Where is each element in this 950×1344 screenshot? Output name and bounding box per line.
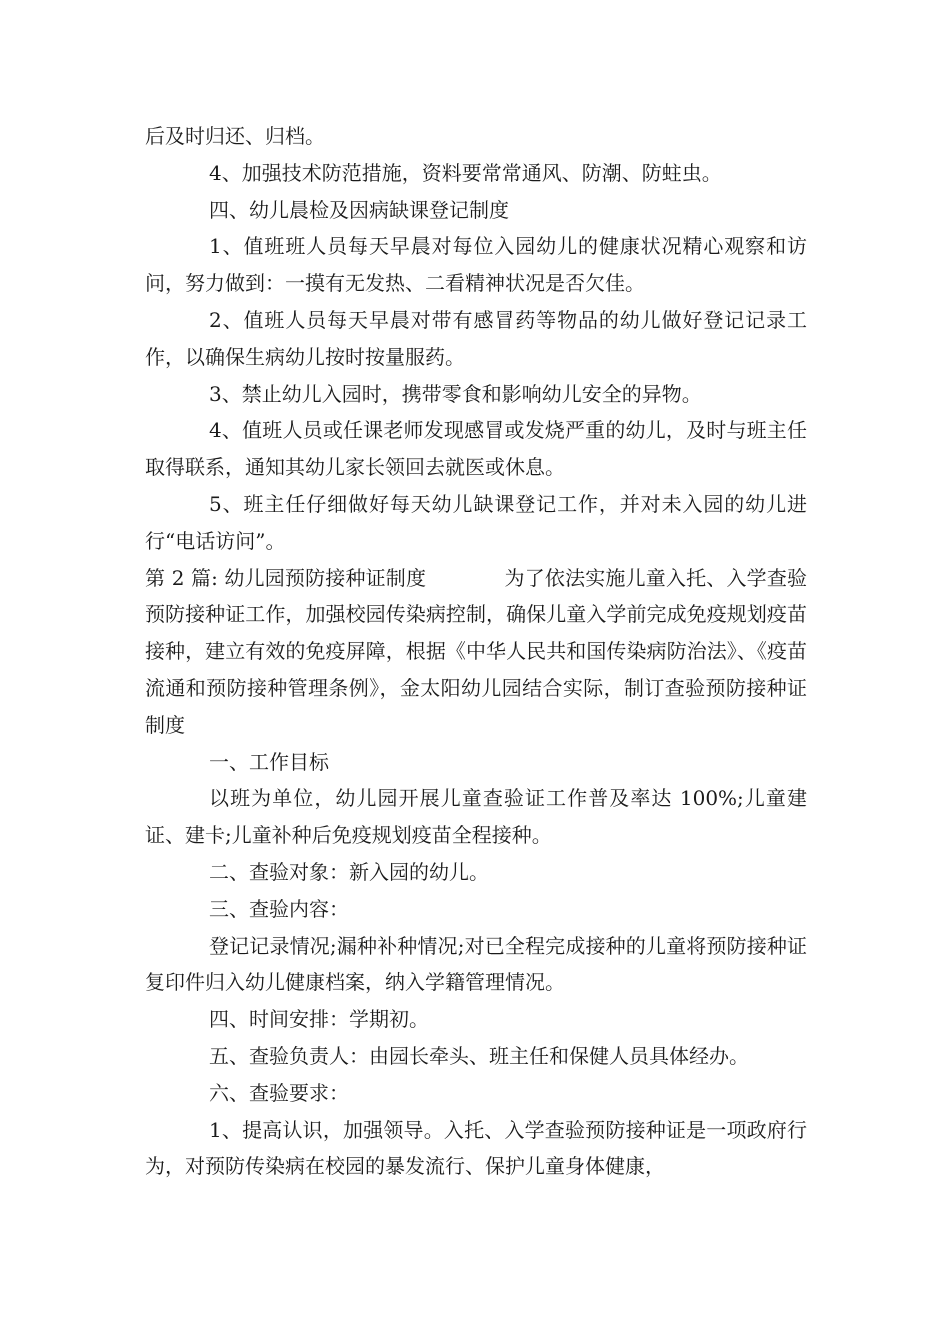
section-heading-goal: 一、工作目标 <box>209 749 329 774</box>
section-heading-4: 四、幼儿晨检及因病缺课登记制度 <box>209 197 509 222</box>
paragraph-2: 4、加强技术防范措施，资料要常常通风、防潮、防蛀虫。 <box>209 160 722 185</box>
paragraph-18: 1、提高认识，加强领导。入托、入学查验预防接种证是一项政府行为，对预防传染病在校园的暴发流行、保护儿童身体健康， <box>145 1117 807 1179</box>
paragraph-6: 3、禁止幼儿入园时，携带零食和影响幼儿安全的异物。 <box>209 381 702 406</box>
paragraph-1: 后及时归还、归档。 <box>145 124 325 148</box>
section-heading-content: 三、查验内容： <box>209 896 349 921</box>
document-body <box>145 118 807 1185</box>
section-heading-responsible: 五、查验负责人：由园长牵头、班主任和保健人员具体经办。 <box>209 1043 749 1068</box>
paragraph-7: 4、值班人员或任课老师发现感冒或发烧严重的幼儿，及时与班主任取得联系，通知其幼儿家长领回去就医或休息。 <box>145 418 807 480</box>
section-heading-target: 二、查验对象：新入园的幼儿。 <box>209 859 489 884</box>
paragraph-4: 1、值班班人员每天早晨对每位入园幼儿的健康状况精心观察和访问，努力做到：一摸有无发热、二看精神状况是否欠佳。 <box>145 234 807 296</box>
paragraph-8: 5、班主任仔细做好每天幼儿缺课登记工作，并对未入园的幼儿进行“电话访问”。 <box>145 491 807 553</box>
part-2-heading-paragraph: 第 2 篇: 幼儿园预防接种证制度 为了依法实施儿童入托、入学查验预防接种证工作，加强校园传染病控制，确保儿童入学前完成免疫规划疫苗接种，建立有效的免疫屏障，根据《中华人民共和国传染病防治法》、《疫苗流通和预防接种管理条例》，金太阳幼儿园结合实际，制订查验预防接种证制度 <box>145 565 807 737</box>
paragraph-14: 登记记录情况;漏种补种情况;对已全程完成接种的儿童将预防接种证复印件归入幼儿健康档案，纳入学籍管理情况。 <box>145 933 807 995</box>
paragraph-11: 以班为单位，幼儿园开展儿童查验证工作普及率达 100%;儿童建证、建卡;儿童补种后免疫规划疫苗全程接种。 <box>145 786 807 848</box>
paragraph-5: 2、值班人员每天早晨对带有感冒药等物品的幼儿做好登记记录工作，以确保生病幼儿按时按量服药。 <box>145 307 807 369</box>
section-heading-requirements: 六、查验要求： <box>209 1080 349 1105</box>
section-heading-schedule: 四、时间安排：学期初。 <box>209 1007 429 1032</box>
